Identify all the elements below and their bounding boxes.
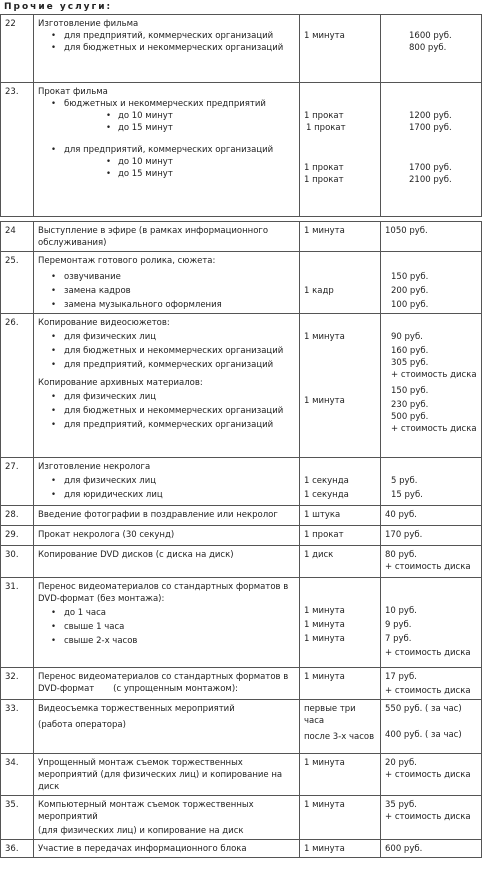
row-number: 26. [1, 314, 34, 458]
row-number: 34. [1, 754, 34, 796]
table-row [1, 546, 482, 578]
row-number: 30. [1, 546, 34, 578]
unit-value: 1 прокат [300, 526, 381, 546]
price-value: 5 руб. [391, 476, 418, 486]
unit-value: после 3-х часов [304, 732, 375, 742]
price-value: 230 руб. [391, 400, 429, 410]
unit-value: 1 минута [304, 620, 345, 630]
unit-value: 1 прокат [304, 111, 344, 121]
row-number: 25. [1, 252, 34, 314]
price-cell [381, 83, 482, 217]
service-cell [34, 458, 300, 506]
price-value: 40 руб. [381, 506, 482, 526]
price-value: 600 руб. [381, 840, 482, 858]
list-item: • для предприятий, коммерческих организаций [38, 144, 295, 156]
service-title: Изготовление фильма [38, 19, 139, 29]
row-number: 33. [1, 700, 34, 754]
table-row [1, 526, 482, 546]
price-value: 7 руб. [385, 634, 412, 644]
unit-value: 1 минута [304, 396, 345, 406]
row-number: 24 [1, 222, 34, 252]
list-item: • для физических лиц [38, 331, 295, 343]
unit-value: 1 секунда [304, 476, 349, 486]
price-cell [381, 754, 482, 796]
table-row [1, 754, 482, 796]
price-value: 1200 руб. [409, 111, 452, 121]
service-title: Прокат фильма [38, 87, 108, 97]
price-value: 90 руб. [391, 332, 423, 342]
price-value: 1050 руб. [381, 222, 482, 252]
price-value: 200 руб. [391, 286, 429, 296]
unit-value: 1 кадр [304, 286, 334, 296]
list-item: • для физических лиц [38, 475, 295, 487]
list-item: • до 15 минут [38, 168, 295, 180]
table-row [1, 578, 482, 668]
price-cell [381, 668, 482, 700]
table-row [1, 506, 482, 526]
service-cell [34, 314, 300, 458]
list-item: • до 10 минут [38, 156, 295, 168]
unit-cell [300, 458, 381, 506]
unit-cell [300, 578, 381, 668]
unit-value: 1 минута [300, 222, 381, 252]
list-item: • для бюджетных и некоммерческих организаций [38, 42, 295, 54]
service-title: Перенос видеоматериалов со стандартных форматов в DVD-формат (с упрощенным монтажом): [34, 668, 300, 700]
list-item: • для предприятий, коммерческих организаций [38, 419, 295, 431]
price-value: 400 руб. ( за час) [385, 730, 462, 740]
unit-value: 1 минута [300, 668, 381, 700]
price-value: + стоимость диска [391, 370, 477, 380]
service-cell [34, 252, 300, 314]
price-value: 150 руб. [391, 272, 429, 282]
service-title: Выступление в эфире (в рамках информационного обслуживания) [34, 222, 300, 252]
unit-value: 1 минута [304, 606, 345, 616]
price-value: 20 руб. [385, 758, 417, 768]
table-row [1, 222, 482, 252]
unit-value: первые три часа [304, 704, 356, 726]
unit-value: 1 минута [304, 634, 345, 644]
table-row [1, 458, 482, 506]
price-value: 100 руб. [391, 300, 429, 310]
service-cell [34, 83, 300, 217]
price-table [0, 14, 482, 858]
price-value: 800 руб. [409, 43, 447, 53]
service-title: Копирование видеосюжетов: [38, 318, 170, 328]
unit-value: 1 диск [300, 546, 381, 578]
price-cell [381, 796, 482, 840]
service-title: Копирование DVD дисков (с диска на диск) [34, 546, 300, 578]
service-cell [34, 15, 300, 83]
list-item: • замена кадров [38, 285, 295, 297]
unit-value: 1 минута [304, 31, 345, 41]
price-value: 80 руб. [385, 550, 417, 560]
price-value: 170 руб. [381, 526, 482, 546]
unit-cell [300, 314, 381, 458]
unit-value: 1 минута [300, 754, 381, 796]
price-value: 1700 руб. [409, 123, 452, 133]
unit-value: 1 прокат [304, 175, 344, 185]
list-item: • для бюджетных и некоммерческих организаций [38, 405, 295, 417]
service-title: Перенос видеоматериалов со стандартных форматов в DVD-формат (без монтажа): [38, 582, 289, 604]
list-item: • до 1 часа [38, 607, 295, 619]
row-number: 27. [1, 458, 34, 506]
section-heading: Прочие услуги: [4, 2, 113, 12]
row-number: 35. [1, 796, 34, 840]
service-title: Введение фотографии в поздравление или некролог [34, 506, 300, 526]
price-cell [381, 15, 482, 83]
service-title: Изготовление некролога [38, 462, 151, 472]
row-number: 22 [1, 15, 34, 83]
unit-value: 1 минута [300, 840, 381, 858]
service-title: Участие в передачах информационного блока [34, 840, 300, 858]
price-value: + стоимость диска [385, 686, 471, 696]
unit-value: 1 секунда [304, 490, 349, 500]
price-value: + стоимость диска [385, 648, 471, 658]
row-number: 23. [1, 83, 34, 217]
service-subtitle: (работа оператора) [38, 720, 126, 730]
list-item: • для юридических лиц [38, 489, 295, 501]
price-value: 1700 руб. [409, 163, 452, 173]
row-number: 36. [1, 840, 34, 858]
table-row [1, 15, 482, 83]
unit-value: 1 минута [300, 796, 381, 840]
service-cell [34, 578, 300, 668]
table-row [1, 796, 482, 840]
price-value: + стоимость диска [385, 562, 471, 572]
unit-cell [300, 700, 381, 754]
price-value: 10 руб. [385, 606, 417, 616]
service-title: Упрощенный монтаж съемок торжественных мероприятий (для физических лиц) и копирование на диск [34, 754, 300, 796]
list-item: • свыше 1 часа [38, 621, 295, 633]
price-value: + стоимость диска [391, 424, 477, 434]
unit-value: 1 прокат [304, 163, 344, 173]
price-value: 305 руб. [391, 358, 429, 368]
list-item: • для предприятий, коммерческих организаций [38, 30, 295, 42]
service-cell [34, 700, 300, 754]
price-cell [381, 578, 482, 668]
unit-value: 1 штука [300, 506, 381, 526]
price-value: 15 руб. [391, 490, 423, 500]
price-value: + стоимость диска [385, 812, 471, 822]
price-cell [381, 546, 482, 578]
table-row [1, 668, 482, 700]
price-value: 160 руб. [391, 346, 429, 356]
list-item: • свыше 2-х часов [38, 635, 295, 647]
unit-cell [300, 15, 381, 83]
price-value: 550 руб. ( за час) [385, 704, 462, 714]
price-cell [381, 458, 482, 506]
service-subtitle: (для физических лиц) и копирование на диск [38, 826, 244, 836]
price-cell [381, 252, 482, 314]
price-value: 17 руб. [385, 672, 417, 682]
service-cell [34, 796, 300, 840]
service-title: Прокат некролога (30 секунд) [34, 526, 300, 546]
price-value: 500 руб. [391, 412, 429, 422]
price-value: 2100 руб. [409, 175, 452, 185]
table-row [1, 83, 482, 217]
list-item: • бюджетных и некоммерческих предприятий [38, 98, 295, 110]
price-value: 9 руб. [385, 620, 412, 630]
price-value: 35 руб. [385, 800, 417, 810]
price-value: + стоимость диска [385, 770, 471, 780]
row-number: 32. [1, 668, 34, 700]
price-value: 150 руб. [391, 386, 429, 396]
price-cell [381, 314, 482, 458]
unit-value: 1 прокат [306, 123, 346, 133]
list-item: • для предприятий, коммерческих организаций [38, 359, 295, 371]
service-subtitle: Копирование архивных материалов: [38, 378, 203, 388]
unit-value: 1 минута [304, 332, 345, 342]
list-item: • замена музыкального оформления [38, 299, 295, 311]
table-row [1, 252, 482, 314]
list-item: • для физических лиц [38, 391, 295, 403]
row-number: 28. [1, 506, 34, 526]
price-cell [381, 700, 482, 754]
list-item: • для бюджетных и некоммерческих организаций [38, 345, 295, 357]
service-title: Компьютерный монтаж съемок торжественных мероприятий [38, 800, 254, 822]
service-title: Перемонтаж готового ролика, сюжета: [38, 256, 216, 266]
list-item: • до 10 минут [38, 110, 295, 122]
price-value: 1600 руб. [409, 31, 452, 41]
table-row [1, 314, 482, 458]
unit-cell [300, 252, 381, 314]
row-number: 31. [1, 578, 34, 668]
service-title: Видеосъемка торжественных мероприятий [38, 704, 235, 714]
list-item: • озвучивание [38, 271, 295, 283]
table-row [1, 840, 482, 858]
table-row [1, 700, 482, 754]
list-item: • до 15 минут [38, 122, 295, 134]
unit-cell [300, 83, 381, 217]
row-number: 29. [1, 526, 34, 546]
